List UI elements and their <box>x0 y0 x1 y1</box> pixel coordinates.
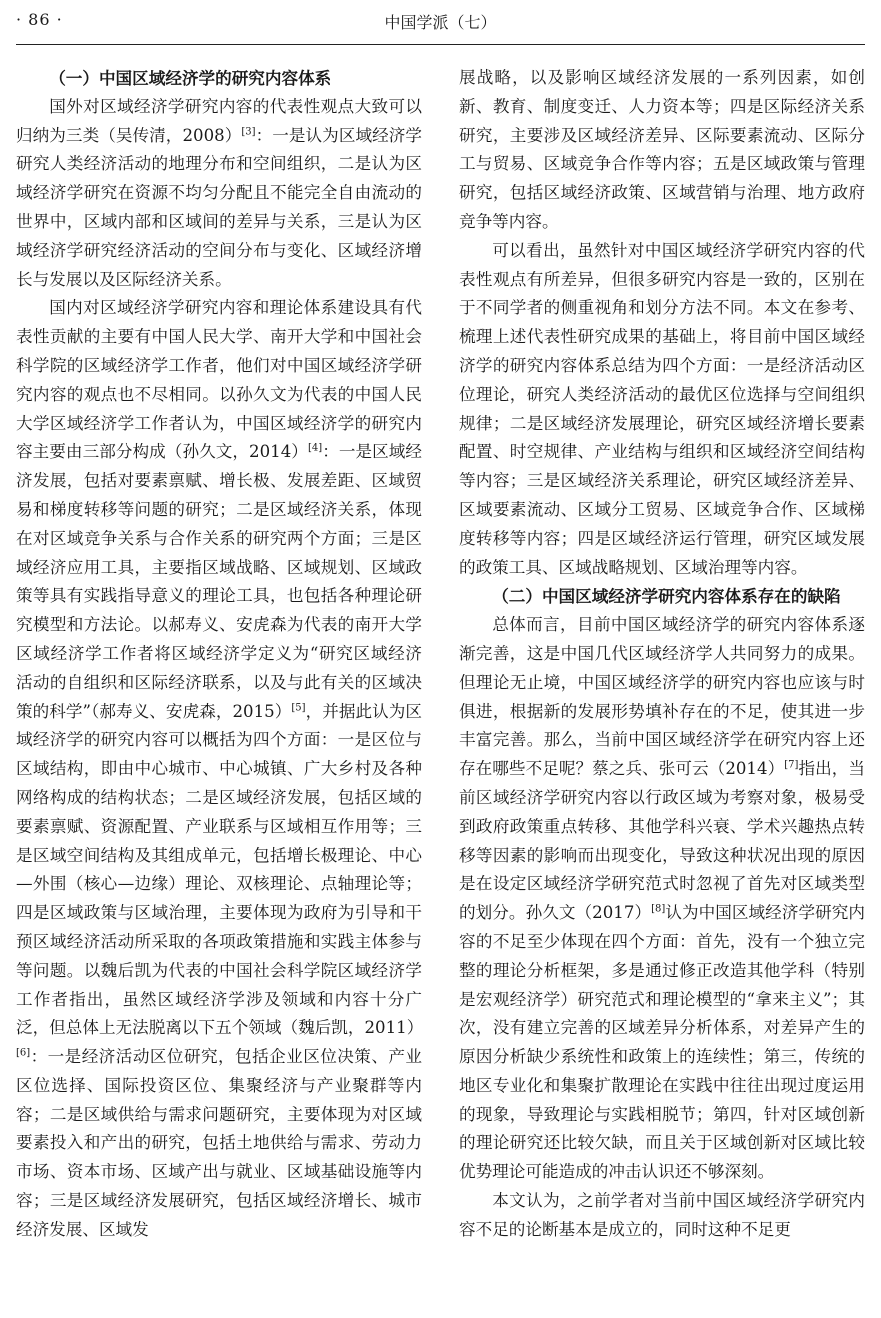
paragraph: 本文认为，之前学者对当前中国区域经济学研究内容不足的论断基本是成立的，同时这种不足更 <box>459 1191 865 1239</box>
page-number: · 86 · <box>16 10 63 29</box>
paragraph-text: ：一是经济活动区位研究，包括企业区位决策、产业区位选择、国际投资区位、集聚经济与产业聚群等内容；二是区域供给与需求问题研究，主要体现为对区域要素投入和产出的研究，包括土地供给与需求、劳动力市场、资本市场、区域产出与就业、区域基础设施等内容；三是区域经济发展研究，包括区域经济增长、城市经济发展、区域发 <box>16 1047 422 1239</box>
paragraph-text: 国外对区域经济学研究内容的代表性观点大致可以归纳为三类（吴传清，2008） <box>16 96 422 145</box>
citation-ref: [6] <box>16 1047 31 1059</box>
paragraph-text: ，并据此认为区域经济学的研究内容可以概括为四个方面：一是区位与区域结构，即由中心城市、中心城镇、广大乡村及各种网络构成的结构状态；二是区域经济发展，包括区域的要素禀赋、资源配置、产业联系与区域相互作用等；三是区域空间结构及其组成单元，包括增长极理论、中心—外围（核心—边缘）理论、双核理论、点轴理论等；四是区域政策与区域治理，主要体现为政府为引导和干预区域经济活动所采取的各项政策措施和实践主体参与等问题。以魏后凯为代表的中国社会科学院区域经济学工作者指出，虽然区域经济学涉及领域和内容十分广泛，但总体上无法脱离以下五个领域（魏后凯，2011） <box>16 701 424 1038</box>
paragraph-text: 国内对区域经济学研究内容和理论体系建设具有代表性贡献的主要有中国人民大学、南开大学和中国社会科学院的区域经济学工作者，他们对中国区域经济学研究内容的观点也不尽相同。以孙久文为代表的中国人民大学区域经济学工作者认为，中国区域经济学的研究内容主要由三部分构成（孙久文，2014） <box>16 298 422 462</box>
paragraph <box>459 611 865 1187</box>
paragraph <box>16 93 422 295</box>
citation-ref: [3] <box>241 126 256 138</box>
paragraph-text: 认为中国区域经济学研究内容的不足至少体现在四个方面：首先，没有一个独立完整的理论分析框架，多是通过修正改造其他学科（特别是宏观经济学）研究范式和理论模型的“拿来主义”；其次，没有建立完善的区域差异分析体系，对差异产生的原因分析缺少系统性和政策上的连续性；第三，传统的地区专业化和集聚扩散理论在实践中往往出现过度运用的现象，导致理论与实践相脱节；第四，针对区域创新的理论研究还比较欠缺，而且关于区域创新对区域比较优势理论可能造成的冲击认识还不够深刻。 <box>459 903 866 1182</box>
paragraph-text: 总体而言，目前中国区域经济学的研究内容体系逐渐完善，这是中国几代区域经济学人共同努力的成果。但理论无止境，中国区域经济学的研究内容也应该与时俱进，根据新的发展形势填补存在的不足，使其进一步丰富完善。那么，当前中国区域经济学在研究内容上还存在哪些不足呢？蔡之兵、张可云（2014） <box>459 615 865 779</box>
section-heading-2: （二）中国区域经济学研究内容体系存在的缺陷 <box>492 586 841 607</box>
journal-title: 中国学派（七） <box>384 13 497 32</box>
citation-ref: [4] <box>307 442 323 454</box>
paragraph-text: ：一是认为区域经济学研究人类经济活动的地理分布和空间组织，二是认为区域经济学研究在资源不均匀分配且不能完全自由流动的世界中，区域内部和区域间的差异与关系，三是认为区域经济学研究经济活动的空间分布与变化、区域经济增长与发展以及区际经济关系。 <box>16 125 422 289</box>
paragraph-text: 指出，当前区域经济学研究内容以行政区域为考察对象，极易受到政府政策重点转移、其他学科兴衰、学术兴趣热点转移等因素的影响而出现变化，导致这种状况出现的原因是在设定区域经济学研究范式时忽视了首先对区域类型的划分。孙久文（2017） <box>459 759 866 923</box>
right-column <box>459 64 865 1245</box>
paragraph <box>16 294 422 1244</box>
citation-ref: [7] <box>784 759 799 771</box>
citation-ref: [8] <box>651 903 666 915</box>
citation-ref: [5] <box>291 702 306 713</box>
section-heading-1: （一）中国区域经济学的研究内容体系 <box>49 68 332 88</box>
running-header <box>16 0 865 45</box>
paragraph-continued: 展战略，以及影响区域经济发展的一系列因素，如创新、教育、制度变迁、人力资本等；四是区际经济关系研究，主要涉及区域经济差异、区际要素流动、区际分工与贸易、区域竞争合作等内容；五是区域政策与管理研究，包括区域经济政策、区域营销与治理、地方政府竞争等内容。 <box>459 68 865 231</box>
paragraph-text: ：一是区域经济发展，包括对要素禀赋、增长极、发展差距、区域贸易和梯度转移等问题的研究；二是区域经济关系，体现在对区域竞争关系与合作关系的研究两个方面；三是区域经济应用工具，主要指区域战略、区域规划、区域政策等具有实践指导意义的理论工具，也包括各种理论研究模型和方法论。以郝寿义、安虎森为代表的南开大学区域经济学工作者将区域经济学定义为“研究区域经济活动的自组织和区际经济联系，以及与此有关的区域决策的科学”（郝寿义、安虎森，2015） <box>16 442 423 721</box>
paragraph: 可以看出，虽然针对中国区域经济学研究内容的代表性观点有所差异，但很多研究内容是一致的，区别在于不同学者的侧重视角和划分方法不同。本文在参考、梳理上述代表性研究成果的基础上，将目前中国区域经济学的研究内容体系总结为四个方面：一是经济活动区位理论，研究人类经济活动的最优区位选择与空间组织规律；二是区域经济发展理论，研究区域经济增长要素配置、时空规律、产业结构与组织和区域经济空间结构等内容；三是区域经济关系理论，研究区域经济差异、区域要素流动、区域分工贸易、区域竞争合作、区域梯度转移等内容；四是区域经济运行管理，研究区域发展的政策工具、区域战略规划、区域治理等内容。 <box>459 240 865 577</box>
left-column <box>16 64 422 1245</box>
